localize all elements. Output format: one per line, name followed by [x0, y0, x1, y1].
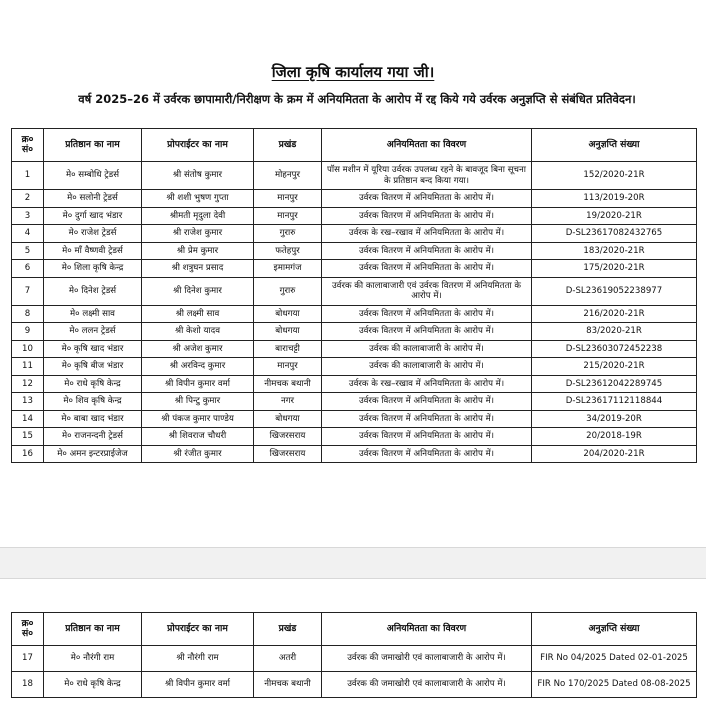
cell-block: मानपुर [254, 358, 322, 376]
cell-issue: उर्वरक वितरण में अनियमितता के आरोप में। [322, 393, 532, 411]
cell-owner: श्री केशो यादव [142, 323, 254, 341]
cell-firm: मे० माँ वैष्णवी ट्रेडर्स [44, 242, 142, 260]
cell-serial: 2 [12, 190, 44, 208]
cell-owner: श्री नौरंगी राम [142, 646, 254, 672]
cell-block: बोधगया [254, 305, 322, 323]
table-row [12, 428, 697, 446]
header-issue: अनियमितता का विवरण [322, 613, 532, 646]
cell-owner: श्री दिनेश कुमार [142, 277, 254, 305]
cell-issue: उर्वरक की कालाबाजारी के आरोप में। [322, 358, 532, 376]
cell-owner: श्री विपीन कुमार वर्मा [142, 375, 254, 393]
cell-serial: 6 [12, 260, 44, 278]
cell-owner: श्री शशी भुषण गुप्ता [142, 190, 254, 208]
cell-firm: मे० राजनन्दनी ट्रेडर्स [44, 428, 142, 446]
cell-owner: श्री राजेश कुमार [142, 225, 254, 243]
cell-serial: 13 [12, 393, 44, 411]
cell-license: 183/2020-21R [532, 242, 697, 260]
cell-block: बोधगया [254, 323, 322, 341]
cell-block: बोधगया [254, 410, 322, 428]
header-firm: प्रतिष्ठान का नाम [44, 613, 142, 646]
cell-owner: श्री पिन्टु कुमार [142, 393, 254, 411]
table-row [12, 672, 697, 698]
cell-license: 20/2018-19R [532, 428, 697, 446]
document-page-2 [0, 578, 706, 713]
cell-license: 34/2019-20R [532, 410, 697, 428]
cell-firm: मे० कृषि खाद भंडार [44, 340, 142, 358]
cell-firm: मे० सम्बोधि ट्रेडर्स [44, 162, 142, 190]
cell-license: 216/2020-21R [532, 305, 697, 323]
cell-block: खिजरसराय [254, 428, 322, 446]
table-row [12, 190, 697, 208]
header-issue: अनियमितता का विवरण [322, 129, 532, 162]
table-row [12, 242, 697, 260]
cell-block: अतरी [254, 646, 322, 672]
cell-block: नीमचक बथानी [254, 375, 322, 393]
table-row [12, 393, 697, 411]
cell-firm: मे० ललन ट्रेडर्स [44, 323, 142, 341]
header-firm: प्रतिष्ठान का नाम [44, 129, 142, 162]
cell-owner: श्री प्रेम कुमार [142, 242, 254, 260]
table-row [12, 305, 697, 323]
header-serial: क्र० सं० [12, 129, 44, 162]
cell-firm: मे० अमन इन्टरप्राईजेज [44, 445, 142, 463]
table-header-row [12, 613, 697, 646]
cell-serial: 18 [12, 672, 44, 698]
table-row [12, 225, 697, 243]
cell-serial: 12 [12, 375, 44, 393]
cell-firm: मे० राजेश ट्रेडर्स [44, 225, 142, 243]
license-cancellation-table [11, 128, 697, 463]
cell-block: गुरारु [254, 277, 322, 305]
cell-firm: मे० दुर्गा खाद भंडार [44, 207, 142, 225]
cell-owner: श्री पंकज कुमार पाण्डेय [142, 410, 254, 428]
cell-owner: श्री शिवराज चौधरी [142, 428, 254, 446]
cell-owner: श्री लक्ष्मी साव [142, 305, 254, 323]
cell-serial: 15 [12, 428, 44, 446]
cell-issue: उर्वरक वितरण में अनियमितता के आरोप में। [322, 305, 532, 323]
cell-firm: मे० राधे कृषि केन्द्र [44, 672, 142, 698]
table-row [12, 410, 697, 428]
header-block: प्रखंड [254, 129, 322, 162]
cell-serial: 8 [12, 305, 44, 323]
cell-license: D-SL23603072452238 [532, 340, 697, 358]
cell-issue: उर्वरक के रख–रखाव में अनियमितता के आरोप में। [322, 225, 532, 243]
document-title: जिला कृषि कार्यालय गया जी। [271, 63, 435, 81]
cell-issue: उर्वरक वितरण में अनियमितता के आरोप में। [322, 410, 532, 428]
cell-serial: 1 [12, 162, 44, 190]
table-row [12, 358, 697, 376]
table-row [12, 260, 697, 278]
cell-serial: 16 [12, 445, 44, 463]
cell-firm: मे० शिव कृषि केन्द्र [44, 393, 142, 411]
cell-owner: श्री अरविन्द कुमार [142, 358, 254, 376]
cell-firm: मे० शिला कृषि केन्द्र [44, 260, 142, 278]
table-row [12, 340, 697, 358]
header-license: अनुज्ञप्ति संख्या [532, 129, 697, 162]
cell-issue: उर्वरक वितरण में अनियमितता के आरोप में। [322, 207, 532, 225]
cell-license: D-SL23612042289745 [532, 375, 697, 393]
table-row [12, 445, 697, 463]
cell-block: फतेहपुर [254, 242, 322, 260]
table-row [12, 646, 697, 672]
cell-owner: श्री अजेश कुमार [142, 340, 254, 358]
cell-serial: 10 [12, 340, 44, 358]
cell-license: FIR No 170/2025 Dated 08-08-2025 [532, 672, 697, 698]
cell-block: बाराचट्टी [254, 340, 322, 358]
cell-block: इमामगंज [254, 260, 322, 278]
cell-license: 204/2020-21R [532, 445, 697, 463]
cell-serial: 5 [12, 242, 44, 260]
cell-block: मोहनपुर [254, 162, 322, 190]
table-row [12, 162, 697, 190]
cell-license: 83/2020-21R [532, 323, 697, 341]
cell-firm: मे० नौरंगी राम [44, 646, 142, 672]
cell-block: मानपुर [254, 190, 322, 208]
cell-serial: 14 [12, 410, 44, 428]
header-owner: प्रोपराईटर का नाम [142, 129, 254, 162]
header-serial: क्र० सं० [12, 613, 44, 646]
cell-block: नीमचक बथानी [254, 672, 322, 698]
header-owner: प्रोपराईटर का नाम [142, 613, 254, 646]
cell-firm: मे० राधे कृषि केन्द्र [44, 375, 142, 393]
cell-owner: श्री विपीन कुमार वर्मा [142, 672, 254, 698]
cell-issue: उर्वरक की जमाखोरी एवं कालाबाजारी के आरोप में। [322, 646, 532, 672]
cell-block: नगर [254, 393, 322, 411]
cell-issue: उर्वरक के रख–रखाव में अनियमितता के आरोप में। [322, 375, 532, 393]
cell-license: 215/2020-21R [532, 358, 697, 376]
table-row [12, 375, 697, 393]
cell-license: 152/2020-21R [532, 162, 697, 190]
cell-issue: उर्वरक वितरण में अनियमितता के आरोप में। [322, 428, 532, 446]
cell-license: 113/2019-20R [532, 190, 697, 208]
cell-issue: उर्वरक वितरण में अनियमितता के आरोप में। [322, 323, 532, 341]
header-block: प्रखंड [254, 613, 322, 646]
table-row [12, 323, 697, 341]
cell-serial: 3 [12, 207, 44, 225]
cell-firm: मे० दिनेश ट्रेडर्स [44, 277, 142, 305]
cell-firm: मे० सलोनी ट्रेडर्स [44, 190, 142, 208]
cell-license: D-SL23617112118844 [532, 393, 697, 411]
cell-issue: उर्वरक की जमाखोरी एवं कालाबाजारी के आरोप में। [322, 672, 532, 698]
document-subtitle: वर्ष 2025–26 में उर्वरक छापामारी/निरीक्षण के क्रम में अनियमितता के आरोप में रद्द किये गये उर्वरक अनुज्ञप्ति से संबंधित प्रतिवेदन। [78, 92, 636, 106]
cell-issue: उर्वरक वितरण में अनियमितता के आरोप में। [322, 445, 532, 463]
cell-issue: उर्वरक वितरण में अनियमितता के आरोप में। [322, 190, 532, 208]
cell-owner: श्री शत्रुघन प्रसाद [142, 260, 254, 278]
table-header-row [12, 129, 697, 162]
cell-serial: 11 [12, 358, 44, 376]
cell-owner: श्री संतोष कुमार [142, 162, 254, 190]
cell-license: D-SL23619052238977 [532, 277, 697, 305]
cell-firm: मे० कृषि बीज भंडार [44, 358, 142, 376]
cell-issue: उर्वरक वितरण में अनियमितता के आरोप में। [322, 242, 532, 260]
cell-firm: मे० बाबा खाद भंडार [44, 410, 142, 428]
cell-firm: मे० लक्ष्मी साव [44, 305, 142, 323]
cell-block: खिजरसराय [254, 445, 322, 463]
fir-cases-table [11, 612, 697, 698]
cell-issue: उर्वरक की कालाबाजारी के आरोप में। [322, 340, 532, 358]
cell-block: मानपुर [254, 207, 322, 225]
cell-issue: उर्वरक वितरण में अनियमितता के आरोप में। [322, 260, 532, 278]
cell-serial: 7 [12, 277, 44, 305]
cell-serial: 4 [12, 225, 44, 243]
cell-license: 19/2020-21R [532, 207, 697, 225]
header-license: अनुज्ञप्ति संख्या [532, 613, 697, 646]
cell-serial: 17 [12, 646, 44, 672]
table-row [12, 207, 697, 225]
cell-issue: पॉस मशीन में यूरिया उर्वरक उपलब्ध रहने के बावजूद बिना सूचना के प्रतिष्ठान बन्द किया गया। [322, 162, 532, 190]
table-row [12, 277, 697, 305]
cell-serial: 9 [12, 323, 44, 341]
cell-block: गुरारु [254, 225, 322, 243]
cell-license: 175/2020-21R [532, 260, 697, 278]
cell-owner: श्रीमती मृदुला देवी [142, 207, 254, 225]
cell-issue: उर्वरक की कालाबाजारी एवं उर्वरक वितरण में अनियमितता के आरोप में। [322, 277, 532, 305]
cell-owner: श्री रंजीत कुमार [142, 445, 254, 463]
cell-license: FIR No 04/2025 Dated 02-01-2025 [532, 646, 697, 672]
cell-license: D-SL23617082432765 [532, 225, 697, 243]
